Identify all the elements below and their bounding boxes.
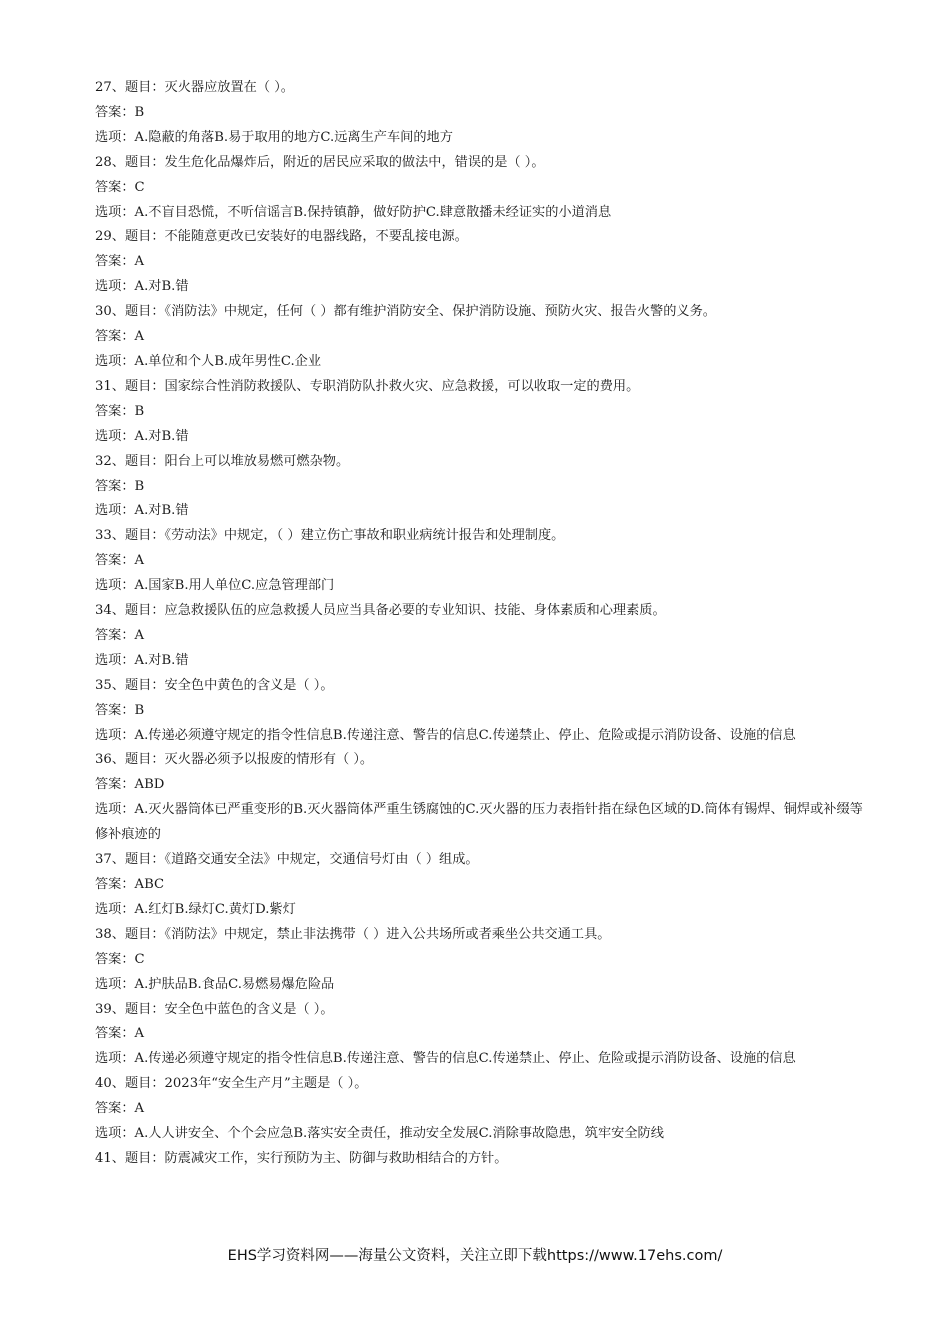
question-block-30 <box>95 300 865 375</box>
question-text: 38、题目：《消防法》中规定，禁止非法携带（ ）进入公共场所或者乘坐公共交通工具。 <box>95 926 611 942</box>
answer-text: 答案：C <box>95 179 145 195</box>
question-block-33 <box>95 524 865 599</box>
question-text: 28、题目：发生危化品爆炸后，附近的居民应采取的做法中，错误的是（ ）。 <box>95 154 545 170</box>
options-text: 选项：A.对B.错 <box>95 279 189 295</box>
question-block-36 <box>95 748 865 848</box>
options-text: 选项：A.对B.错 <box>95 428 189 444</box>
question-text: 41、题目：防震减灾工作，实行预防为主、防御与救助相结合的方针。 <box>95 1150 508 1166</box>
options-text: 选项：A.传递必须遵守规定的指令性信息B.传递注意、警告的信息C.传递禁止、停止、危险或提示消防设备、设施的信息 <box>95 727 796 743</box>
question-text: 37、题目：《道路交通安全法》中规定，交通信号灯由（ ）组成。 <box>95 852 479 868</box>
document-body <box>95 76 865 1172</box>
options-text: 选项：A.对B.错 <box>95 503 189 519</box>
answer-text: 答案：B <box>95 478 145 494</box>
question-block-40 <box>95 1072 865 1147</box>
question-text: 33、题目：《劳动法》中规定，（ ）建立伤亡事故和职业病统计报告和处理制度。 <box>95 528 565 544</box>
answer-text: 答案：B <box>95 702 145 718</box>
question-text: 35、题目：安全色中黄色的含义是（ ）。 <box>95 677 334 693</box>
answer-text: 答案：A <box>95 1101 145 1117</box>
options-text: 选项：A.传递必须遵守规定的指令性信息B.传递注意、警告的信息C.传递禁止、停止、危险或提示消防设备、设施的信息 <box>95 1051 796 1067</box>
answer-text: 答案：ABD <box>95 777 165 793</box>
answer-text: 答案：C <box>95 951 145 967</box>
question-block-28 <box>95 151 865 226</box>
options-text: 选项：A.不盲目恐慌，不听信谣言B.保持镇静，做好防护C.肆意散播未经证实的小道消息 <box>95 204 612 220</box>
page-footer: EHS学习资料网——海量公文资料，关注立即下载https://www.17ehs.com/ <box>227 1248 723 1264</box>
question-block-39 <box>95 998 865 1073</box>
answer-text: 答案：A <box>95 553 145 569</box>
question-text: 40、题目：2023年“安全生产月”主题是（ ）。 <box>95 1076 368 1092</box>
answer-text: 答案：A <box>95 1026 145 1042</box>
question-block-27 <box>95 76 865 151</box>
options-text: 选项：A.人人讲安全、个个会应急B.落实安全责任，推动安全发展C.消除事故隐患，筑牢安全防线 <box>95 1126 664 1142</box>
question-text: 32、题目：阳台上可以堆放易燃可燃杂物。 <box>95 453 350 469</box>
answer-text: 答案：B <box>95 104 145 120</box>
question-text: 39、题目：安全色中蓝色的含义是（ ）。 <box>95 1001 334 1017</box>
question-block-37 <box>95 848 865 923</box>
question-text: 29、题目：不能随意更改已安装好的电器线路，不要乱接电源。 <box>95 229 468 245</box>
question-block-34 <box>95 599 865 674</box>
options-text: 选项：A.护肤品B.食品C.易燃易爆危险品 <box>95 976 335 992</box>
answer-text: 答案：A <box>95 254 145 270</box>
answer-text: 答案：B <box>95 403 145 419</box>
options-text: 选项：A.对B.错 <box>95 652 189 668</box>
question-block-31 <box>95 375 865 450</box>
options-text: 选项：A.隐蔽的角落B.易于取用的地方C.远离生产车间的地方 <box>95 129 453 145</box>
question-block-41 <box>95 1147 865 1172</box>
question-block-29 <box>95 225 865 300</box>
answer-text: 答案：ABC <box>95 877 165 892</box>
answer-text: 答案：A <box>95 329 145 345</box>
question-block-32 <box>95 450 865 525</box>
question-text: 34、题目：应急救援队伍的应急救援人员应当具备必要的专业知识、技能、身体素质和心理素质。 <box>95 603 666 619</box>
question-text: 27、题目：灭火器应放置在（ ）。 <box>95 80 294 95</box>
answer-text: 答案：A <box>95 627 145 643</box>
question-text: 36、题目：灭火器必须予以报废的情形有（ ）。 <box>95 752 374 768</box>
options-text: 选项：A.红灯B.绿灯C.黄灯D.紫灯 <box>95 901 296 917</box>
question-text: 31、题目：国家综合性消防救援队、专职消防队扑救火灾、应急救援，可以收取一定的费用。 <box>95 378 640 394</box>
question-text: 30、题目：《消防法》中规定，任何（ ）都有维护消防安全、保护消防设施、预防火灾、报告火警的义务。 <box>95 304 716 320</box>
question-block-35 <box>95 674 865 749</box>
question-block-38 <box>95 923 865 998</box>
options-text: 选项：A.国家B.用人单位C.应急管理部门 <box>95 578 335 594</box>
options-text: 选项：A.单位和个人B.成年男性C.企业 <box>95 353 322 369</box>
options-text: 选项：A.灭火器筒体已严重变形的B.灭火器筒体严重生锈腐蚀的C.灭火器的压力表指针指在绿色区域的D.筒体有锡焊、铜焊或补缀等修补痕迹的 <box>95 802 863 843</box>
